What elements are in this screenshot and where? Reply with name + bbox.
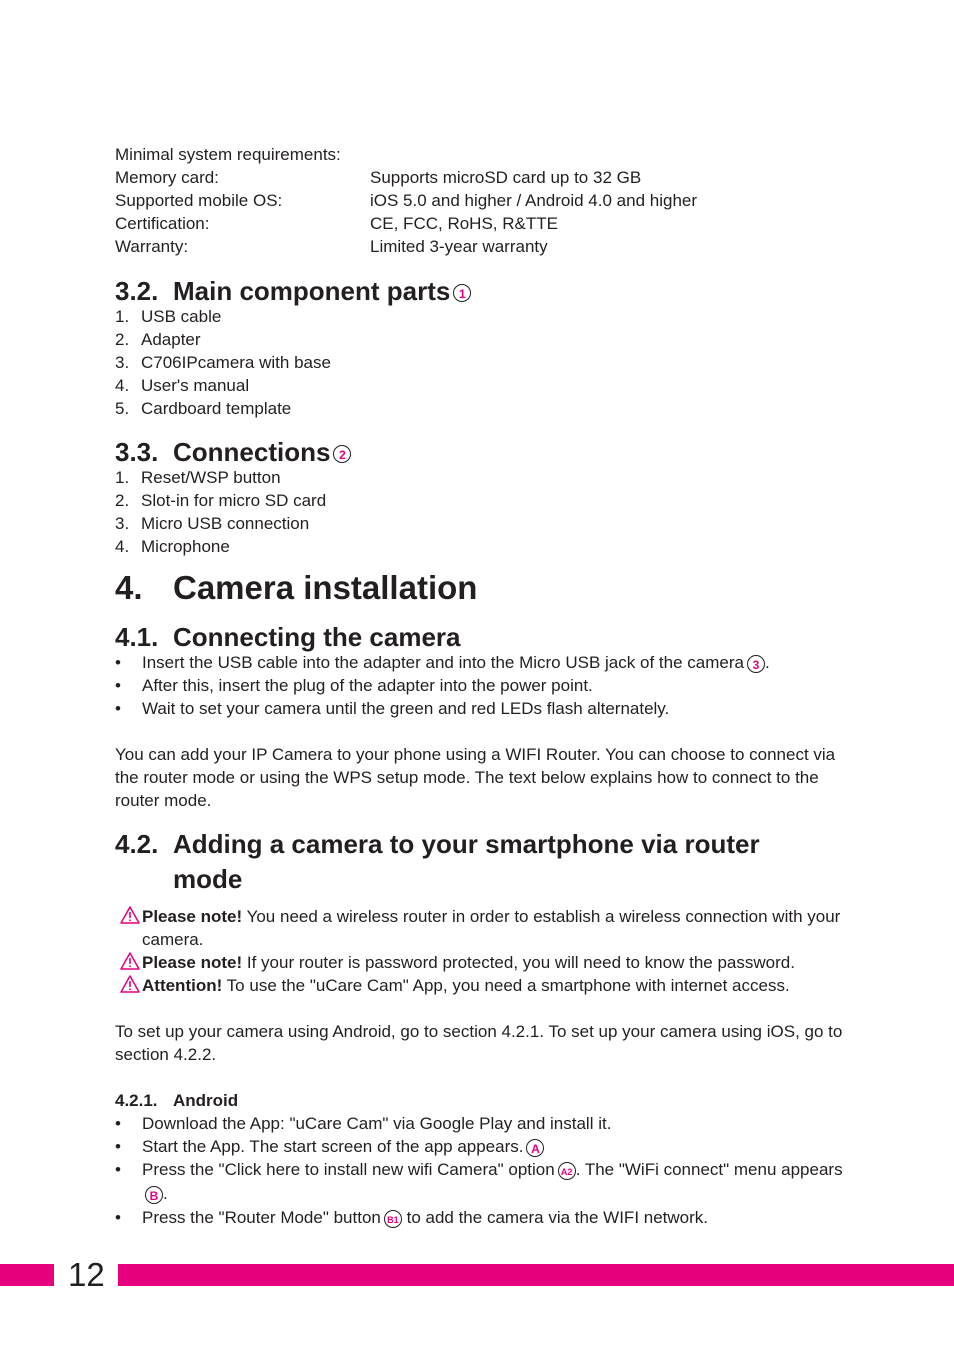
list-item: 4. Microphone — [115, 537, 230, 556]
component-list — [115, 305, 845, 420]
list-item: 5. Cardboard template — [115, 399, 292, 418]
spec-row: Supported mobile OS: iOS 5.0 and higher / Android 4.0 and higher — [115, 191, 698, 210]
list-item: • Press the "Router Mode" button B1 to add the camera via the WIFI network. — [115, 1208, 709, 1227]
figure-ref-badge: 3 — [747, 655, 765, 673]
list-item: • Wait to set your camera until the green and red LEDs flash alternately. — [115, 699, 670, 718]
list-item: 2. Adapter — [115, 330, 201, 349]
footer-bar-left — [0, 1264, 54, 1286]
figure-ref-badge: A2 — [558, 1162, 576, 1180]
router-intro-paragraph: You can add your IP Camera to your phone using a WIFI Router. You can choose to connect via the router mode or using the WPS setup mode. The text below explains how to connect to the router mode. — [115, 745, 836, 810]
spec-row: Memory card: Supports microSD card up to 32 GB — [115, 168, 642, 187]
spec-row: Warranty: Limited 3-year warranty — [115, 237, 548, 256]
list-item: • Download the App: "uCare Cam" via Google Play and install it. — [115, 1114, 612, 1133]
connections-list — [115, 466, 845, 558]
list-item: • Insert the USB cable into the adapter and into the Micro USB jack of the camera 3 . — [115, 653, 770, 672]
section-4-2-1-heading: 4.2.1. Android — [115, 1091, 239, 1110]
warning-icon — [120, 975, 140, 993]
list-item: 3. Micro USB connection — [115, 514, 310, 533]
chapter-4-heading: 4. Camera installation — [115, 569, 478, 606]
figure-ref-badge: 1 — [453, 284, 471, 302]
page-number: 12 — [68, 1256, 105, 1293]
note-item: Please note! If your router is password protected, you will need to know the password. — [115, 951, 845, 974]
android-steps — [115, 1112, 845, 1229]
list-item: 3. C706IPcamera with base — [115, 353, 331, 372]
specs-heading: Minimal system requirements: — [115, 145, 341, 164]
list-item: • Press the "Click here to install new wifi Camera" option A2 . The "WiFi connect" menu appearsB . — [115, 1160, 843, 1203]
figure-ref-badge: B1 — [384, 1210, 402, 1228]
os-choice-paragraph: To set up your camera using Android, go to section 4.2.1. To set up your camera using iOS, go to section 4.2.2. — [115, 1022, 843, 1064]
connect-steps — [115, 651, 845, 720]
system-requirements — [115, 143, 835, 258]
note-item: Attention! To use the "uCare Cam" App, you need a smartphone with internet access. — [115, 974, 845, 997]
warning-icon — [120, 952, 140, 970]
list-item: 1. Reset/WSP button — [115, 468, 281, 487]
list-item: 4. User's manual — [115, 376, 250, 395]
list-item: 1. USB cable — [115, 307, 222, 326]
footer-bar-right — [118, 1264, 954, 1286]
spec-row: Certification: CE, FCC, RoHS, R&TTE — [115, 214, 558, 233]
figure-ref-badge: A — [526, 1139, 544, 1157]
figure-ref-badge: 2 — [333, 445, 351, 463]
list-item: 2. Slot-in for micro SD card — [115, 491, 327, 510]
section-3-2-heading: 3.2. Main component parts 1 — [115, 275, 471, 307]
list-item: • After this, insert the plug of the adapter into the power point. — [115, 676, 593, 695]
section-4-1-heading: 4.1. Connecting the camera — [115, 622, 461, 652]
note-item: Please note! You need a wireless router in order to establish a wireless connection with your camera. — [115, 905, 845, 951]
section-4-2-heading: 4.2. Adding a camera to your smartphone via router mode — [115, 829, 760, 894]
section-3-3-heading: 3.3. Connections 2 — [115, 436, 351, 468]
notes-block — [115, 905, 845, 997]
warning-icon — [120, 906, 140, 924]
figure-ref-badge: B — [145, 1186, 163, 1204]
list-item: • Start the App. The start screen of the app appears. A — [115, 1135, 845, 1158]
